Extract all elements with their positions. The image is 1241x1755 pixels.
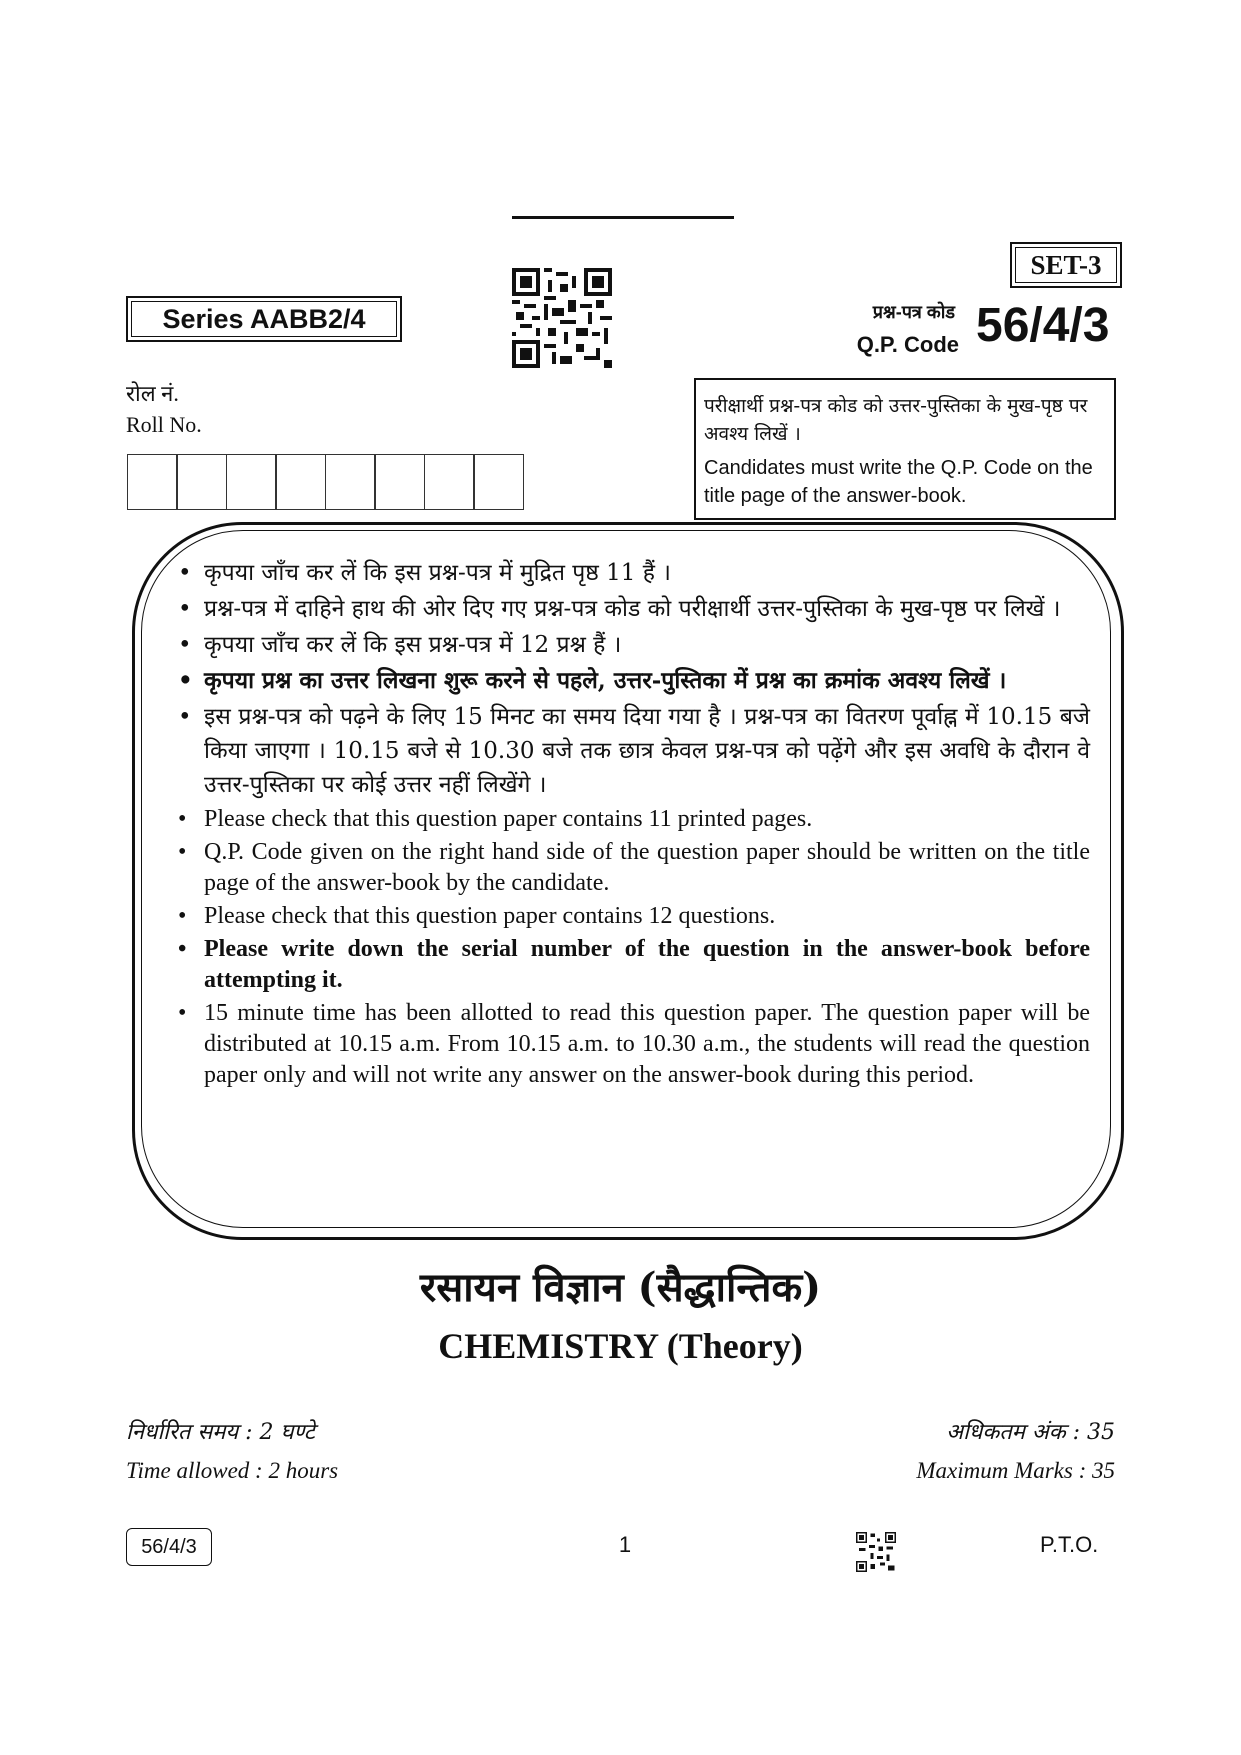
max-marks: Maximum Marks : 35 <box>916 1458 1115 1483</box>
subject-title-hindi: रसायन विज्ञान (सैद्धान्तिक) <box>419 1264 822 1311</box>
instruction-item: • कृपया प्रश्न का उत्तर लिखना शुरू करने से पहले, उत्तर-पुस्तिका में प्रश्न का क्रमांक अवश्य लिखें । <box>178 664 1090 698</box>
qr-code-icon <box>856 1532 896 1572</box>
instruction-item: • Q.P. Code given on the right hand side of the question paper should be written on the title page of the answer-book by the candidate. <box>178 837 1090 899</box>
roll-cell[interactable] <box>127 454 178 510</box>
roll-cell[interactable] <box>374 454 425 510</box>
instruction-item: • कृपया जाँच कर लें कि इस प्रश्न-पत्र में मुद्रित पृष्ठ 11 हैं । <box>178 556 1090 590</box>
qr-code-icon <box>512 268 612 368</box>
max-marks-hindi: अधिकतम अंक : 35 <box>946 1420 1115 1445</box>
footer-code-badge <box>126 1528 212 1566</box>
roll-cell[interactable] <box>424 454 475 510</box>
instruction-item: • Please check that this question paper contains 12 questions. <box>178 901 1090 932</box>
qp-code-label: Q.P. Code <box>856 332 959 357</box>
instructions-list <box>178 556 1090 1093</box>
roll-cell[interactable] <box>325 454 376 510</box>
roll-number-boxes[interactable] <box>128 454 524 510</box>
qp-code-notice <box>694 378 1116 520</box>
roll-label-hindi: रोल नं. <box>126 381 179 406</box>
instruction-item: • Please write down the serial number of the question in the answer-book before attempting it. <box>178 934 1090 996</box>
series-badge <box>126 296 402 342</box>
instruction-item: • Please check that this question paper contains 11 printed pages. <box>178 804 1090 835</box>
instruction-item: • प्रश्न-पत्र में दाहिने हाथ की ओर दिए गए प्रश्न-पत्र कोड को परीक्षार्थी उत्तर-पुस्तिका के मुख-पृष्ठ पर लिखें । <box>178 592 1090 626</box>
set-label: SET-3 <box>1030 249 1102 280</box>
qp-code-value: 56/4/3 <box>976 299 1110 352</box>
qp-code-label-hindi: प्रश्न-पत्र कोड <box>872 302 955 322</box>
subject-title: CHEMISTRY (Theory) <box>438 1326 803 1366</box>
series-label: Series AABB2/4 <box>162 303 366 334</box>
instruction-item: • कृपया जाँच कर लें कि इस प्रश्न-पत्र में 12 प्रश्न हैं । <box>178 628 1090 662</box>
roll-cell[interactable] <box>176 454 227 510</box>
instruction-item: • 15 minute time has been allotted to read this question paper. The question paper will be distributed at 10.15 a.m. From 10.15 a.m. to 10.30 a.m., the students will read the question paper only and will not write any answer on the answer-book during this period. <box>178 998 1090 1091</box>
roll-cell[interactable] <box>226 454 277 510</box>
footer-code: 56/4/3 <box>141 1535 197 1558</box>
instruction-item: • इस प्रश्न-पत्र को पढ़ने के लिए 15 मिनट का समय दिया गया है । प्रश्न-पत्र का वितरण पूर्वाह्न में 10.15 बजे किया जाएगा । 10.15 बजे से 10.30 बजे तक छात्र केवल प्रश्न-पत्र को पढ़ेंगे और इस अवधि के दौरान वे उत्तर-पुस्तिका पर कोई उत्तर नहीं लिखेंगे । <box>178 700 1090 802</box>
time-allowed-hindi: निर्धारित समय : 2 घण्टे <box>126 1420 315 1445</box>
roll-cell[interactable] <box>473 454 524 510</box>
pto-label: P.T.O. <box>1040 1532 1099 1557</box>
time-allowed: Time allowed : 2 hours <box>126 1458 339 1483</box>
page-number: 1 <box>618 1532 632 1557</box>
set-badge <box>1010 242 1122 288</box>
top-rule <box>512 216 734 219</box>
notice-hindi: परीक्षार्थी प्रश्न-पत्र कोड को उत्तर-पुस्तिका के मुख-पृष्ठ पर अवश्य लिखें । <box>704 395 1088 445</box>
roll-label: Roll No. <box>126 412 202 437</box>
roll-cell[interactable] <box>275 454 326 510</box>
notice-english: Candidates must write the Q.P. Code on the title page of the answer-book. <box>704 457 1093 507</box>
